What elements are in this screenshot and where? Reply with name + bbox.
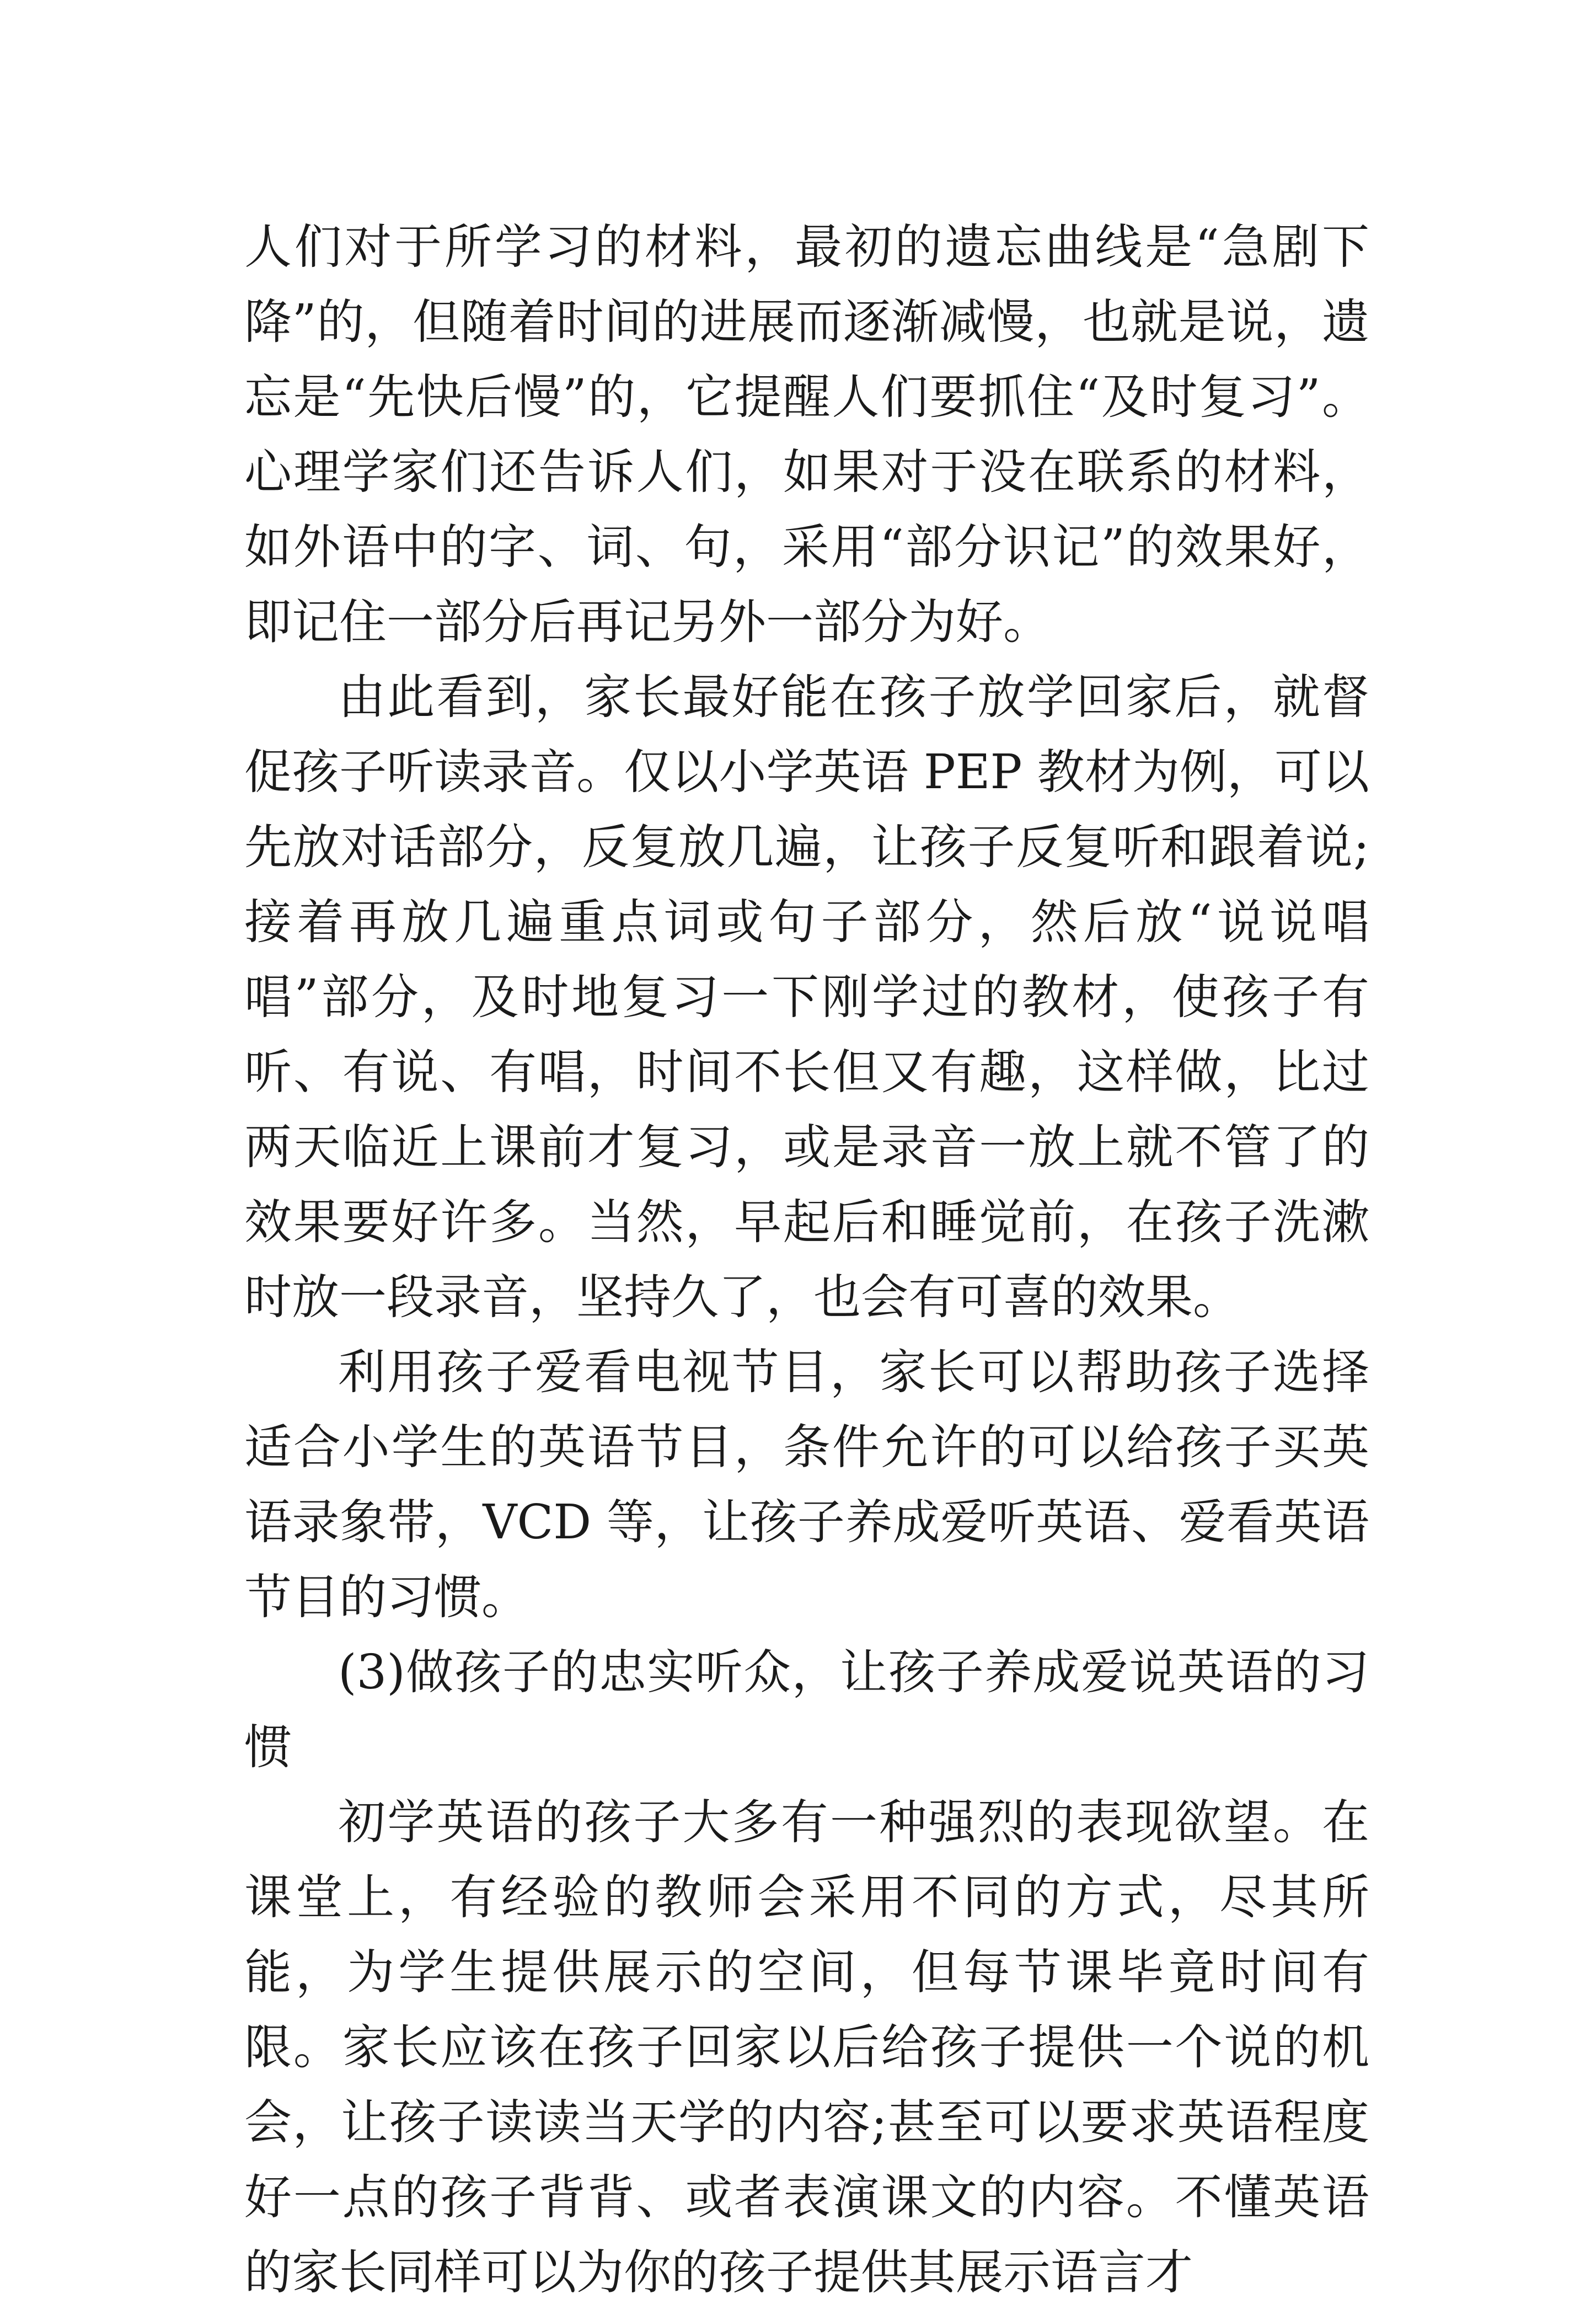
paragraph-speaking-practice: 初学英语的孩子大多有一种强烈的表现欲望。在课堂上，有经验的教师会采用不同的方式，尽其所能，为学生提供展示的空间，但每节课毕竟时间有限。家长应该在孩子回家以后给孩子提供一个说的机会，让孩子读读当天学的内容;甚至可以要求英语程度好一点的孩子背背、或者表演课文的内容。不懂英语的家长同样可以为你的孩子提供其展示语言才 <box>244 1795 1369 2300</box>
section-heading-3: (3)做孩子的忠实听众，让孩子养成爱说英语的习惯 <box>244 1645 1369 1775</box>
paragraph-listening-recordings: 由此看到，家长最好能在孩子放学回家后，就督促孩子听读录音。仅以小学英语 PEP 教材为例，可以先放对话部分，反复放几遍，让孩子反复听和跟着说;接着再放几遍重点词或句子部分，然后放“说说唱唱”部分，及时地复习一下刚学过的教材，使孩子有听、有说、有唱，时间不长但又有趣，这样做，比过两天临近上课前才复习，或是录音一放上就不管了的效果要好许多。当然，早起后和睡觉前，在孩子洗漱时放一段录音，坚持久了，也会有可喜的效果。 <box>244 670 1369 1325</box>
paragraph-forgetting-curve: 人们对于所学习的材料，最初的遗忘曲线是“急剧下降”的，但随着时间的进展而逐渐减慢，也就是说，遗忘是“先快后慢”的，它提醒人们要抓住“及时复习”。心理学家们还告诉人们，如果对于没在联系的材料，如外语中的字、词、句，采用“部分识记”的效果好，即记住一部分后再记另外一部分为好。 <box>244 220 1369 650</box>
body-text <box>244 210 1369 2310</box>
paragraph-tv-programs: 利用孩子爱看电视节目，家长可以帮助孩子选择适合小学生的英语节目，条件允许的可以给孩子买英语录象带，VCD 等，让孩子养成爱听英语、爱看英语节目的习惯。 <box>244 1345 1369 1625</box>
